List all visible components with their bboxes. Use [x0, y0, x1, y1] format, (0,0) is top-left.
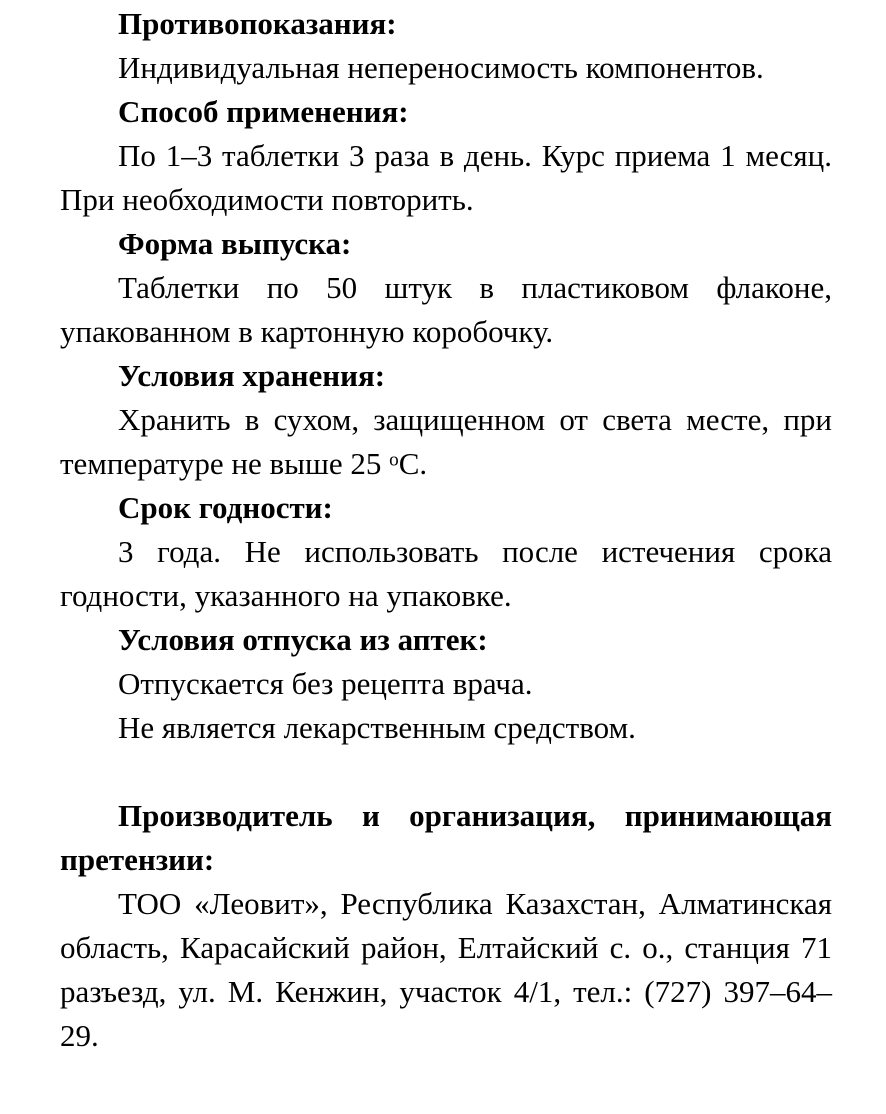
paragraph-dosage: По 1–3 таблетки 3 раза в день. Курс приема 1 месяц. При необходимости повторить.: [60, 138, 832, 217]
storage-text-after-temperature: C.: [398, 446, 428, 481]
paragraph-contraindications: Индивидуальная непереносимость компонентов.: [118, 50, 764, 85]
paragraph-manufacturer: ТОО «Леовит», Республика Казахстан, Алматинская область, Карасайский район, Елтайский с. о., станция 71 разъезд, ул. М. Кенжин, участок 4/1, тел.: (727) 397–64–29.: [60, 886, 832, 1053]
document-text-column: [60, 2, 832, 1058]
paragraph-dispensing-line-2: Не является лекарственным средством.: [118, 710, 636, 745]
paragraph-storage: [60, 398, 832, 486]
paragraph-form: Таблетки по 50 штук в пластиковом флаконе, упакованном в картонную коробочку.: [60, 270, 832, 349]
storage-text-before-temperature: Хранить в сухом, защищенном от света месте, при температуре не выше 25: [60, 402, 832, 481]
degree-symbol: o: [389, 449, 399, 471]
heading-contraindications: Противопоказания:: [118, 6, 397, 41]
heading-manufacturer: Производитель и организация, принимающая претензии:: [60, 798, 832, 877]
heading-dosage: Способ применения:: [118, 94, 409, 129]
section-gap: [60, 750, 832, 794]
paragraph-dispensing-line-1: Отпускается без рецепта врача.: [118, 666, 533, 701]
heading-shelf-life: Срок годности:: [118, 490, 333, 525]
heading-form: Форма выпуска:: [118, 226, 352, 261]
heading-storage: Условия хранения:: [118, 358, 386, 393]
heading-dispensing: Условия отпуска из аптек:: [118, 622, 488, 657]
paragraph-shelf-life: 3 года. Не использовать после истечения срока годности, указанного на упаковке.: [60, 534, 832, 613]
